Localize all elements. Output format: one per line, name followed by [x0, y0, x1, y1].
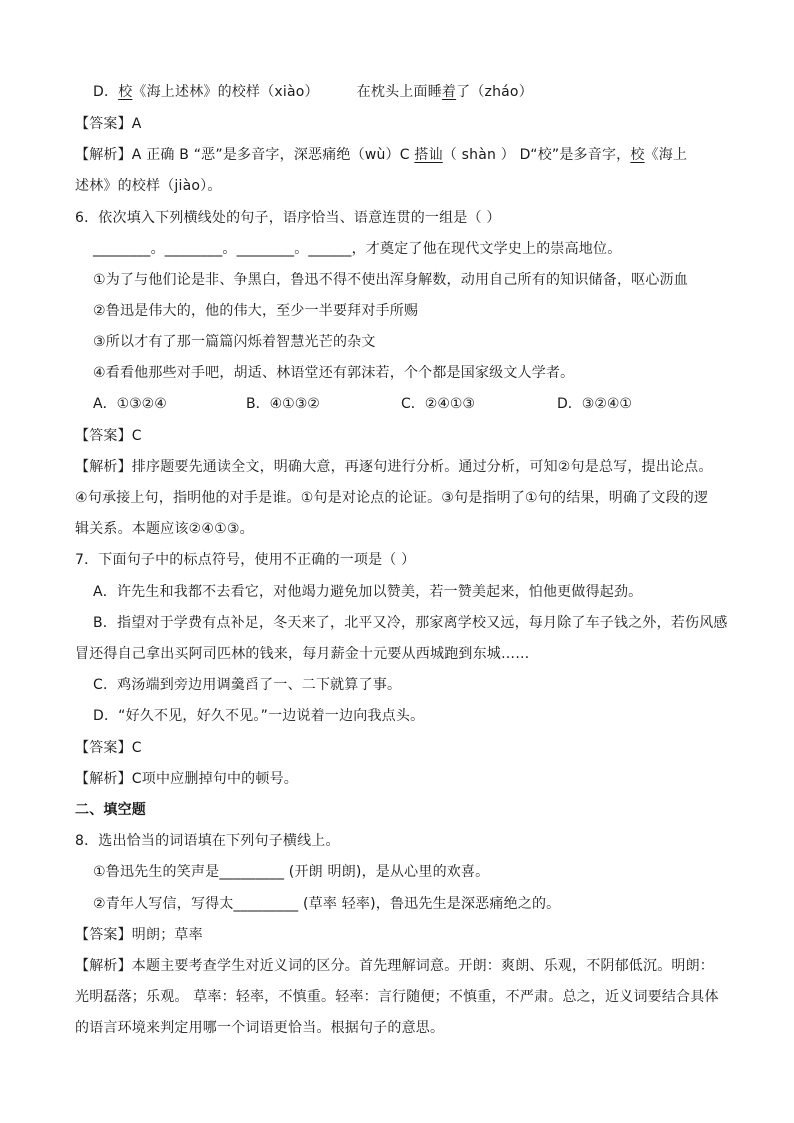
- q6-answer: 【答案】C: [75, 428, 142, 444]
- analysis-text: 【解析】A 正确 B “恶”是多音字，深恶痛绝（wù）C: [75, 147, 415, 163]
- q8-analysis-line-3: 的语言环境来判定用哪一个词语更恰当。根据句子的意思。: [75, 1020, 445, 1036]
- option-text: 《海上述林》的校样（xiào）: [132, 84, 319, 100]
- option-text: 在枕头上面睡: [356, 84, 442, 100]
- q7-option-c: C．鸡汤端到旁边用调羹舀了一、二下就算了事。: [93, 677, 402, 693]
- analysis-text: 《海上: [644, 147, 688, 163]
- q8-sentence-1: ①鲁迅先生的笑声是_________ (开朗 明朗)，是从心里的欢喜。: [93, 864, 490, 880]
- option-label: D．: [93, 84, 119, 100]
- q6-option-b: B．④①③②: [246, 396, 320, 412]
- q6-analysis-line-3: 辑关系。本题应该②④①③。: [75, 521, 254, 537]
- q5-option-d: [93, 82, 533, 102]
- q6-analysis-line-1: 【解析】排序题要先通读全文，明确大意，再逐句进行分析。通过分析，可知②句是总写，提出论点。: [75, 459, 713, 475]
- option-text: 了（zháo）: [456, 84, 533, 100]
- q6-stem: 6．依次填入下列横线处的句子，语序恰当、语意连贯的一组是（ ）: [75, 210, 501, 226]
- q8-analysis-line-2: 光明磊落；乐观。 草率：轻率，不慎重。轻率：言行随便；不慎重，不严肃。总之，近义词要结合具体: [75, 989, 719, 1005]
- q6-sentence-3: ③所以才有了那一篇篇闪烁着智慧光芒的杂文: [93, 334, 376, 350]
- q6-option-a: A．①③②④: [93, 396, 167, 412]
- underlined-char: 着: [441, 84, 457, 100]
- analysis-text: （ shàn ） D“校”是多音字，: [442, 147, 631, 163]
- q7-option-b-line-1: B．指望对于学费有点补足，冬天来了，北平又冷，那家离学校又远，每月除了车子钱之外，若伤风感: [93, 615, 728, 631]
- q8-sentence-2: ②青年人写信，写得太_________ (草率 轻率)，鲁迅先生是深恶痛绝之的。: [93, 896, 561, 912]
- q7-stem: 7．下面句子中的标点符号，使用不正确的一项是（ ）: [75, 552, 416, 568]
- q8-answer: 【答案】明朗；草率: [75, 927, 203, 943]
- q6-analysis-line-2: ④句承接上句，指明他的对手是谁。①句是对论点的论证。③句是指明了①句的结果，明确了文段的逻: [75, 490, 709, 506]
- q6-sentence-1: ①为了与他们论是非、争黑白，鲁迅不得不使出浑身解数，动用自己所有的知识储备，呕心沥血: [93, 272, 688, 288]
- q7-answer: 【答案】C: [75, 740, 142, 756]
- q5-analysis-line-1: [75, 145, 687, 165]
- q6-option-c: C．②④①③: [401, 396, 475, 412]
- q6-sentence-4: ④看看他那些对手吧，胡适、林语堂还有郭沫若，个个都是国家级文人学者。: [93, 365, 575, 381]
- q8-analysis-line-1: 【解析】本题主要考查学生对近义词的区分。首先理解词意。开朗：爽朗、乐观，不阴郁低沉。明朗：: [75, 958, 714, 974]
- q5-answer: 【答案】A: [75, 116, 142, 132]
- q6-option-d: D．③②④①: [557, 396, 632, 412]
- q7-option-b-line-2: 冒还得自己拿出买阿司匹林的钱来，每月薪金十元要从西城跑到东城……: [75, 646, 530, 662]
- q7-option-a: A．许先生和我都不去看它，对他竭力避免加以赞美，若一赞美起来，怕他更做得起劲。: [93, 584, 643, 600]
- q6-blanks: ________。________。________。______，才奠定了他在现代文学史上的崇高地位。: [93, 241, 622, 257]
- q7-analysis: 【解析】C项中应删掉句中的顿号。: [75, 771, 298, 787]
- q5-analysis-line-2: 述林》的校样（jiào）。: [75, 178, 222, 194]
- q8-stem: 8．选出恰当的词语填在下列句子横线上。: [75, 833, 340, 849]
- section-heading: 二、填空题: [75, 802, 146, 818]
- underlined-char: 校: [118, 84, 133, 100]
- q6-sentence-2: ②鲁迅是伟大的，他的伟大，至少一半要拜对手所赐: [93, 303, 419, 319]
- q7-option-d: D．“好久不见，好久不见。”一边说着一边向我点头。: [93, 708, 425, 724]
- underlined-word: 搭讪: [414, 147, 443, 163]
- underlined-char: 校: [630, 147, 645, 163]
